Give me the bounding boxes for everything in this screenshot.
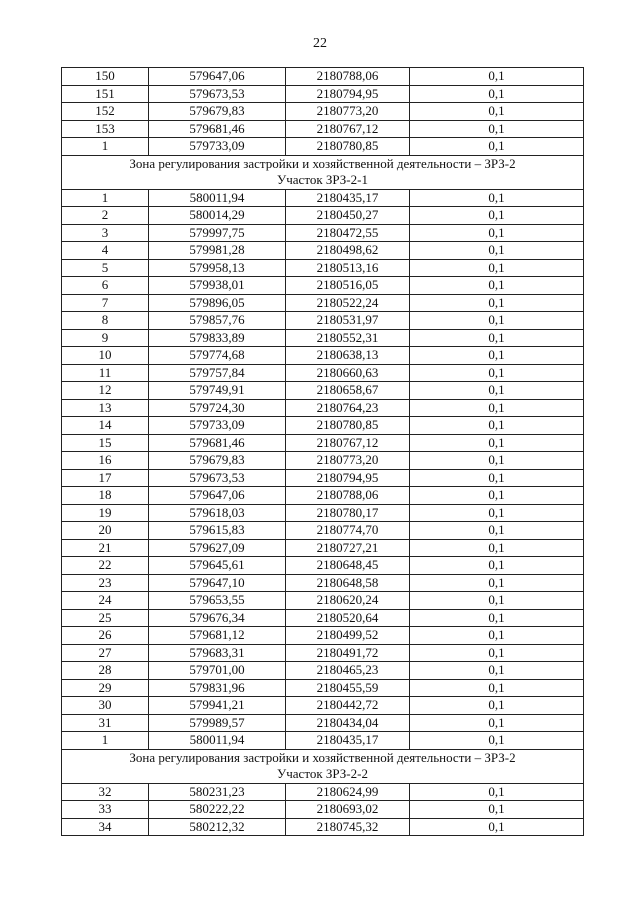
table-row xyxy=(62,347,584,365)
point-number-cell: 16 xyxy=(62,452,149,470)
y-coordinate-cell: 2180794,95 xyxy=(286,469,410,487)
x-coordinate-cell: 580231,23 xyxy=(149,783,286,801)
table-row xyxy=(62,714,584,732)
accuracy-cell: 0,1 xyxy=(410,103,584,121)
x-coordinate-cell: 579857,76 xyxy=(149,312,286,330)
table-row xyxy=(62,399,584,417)
point-number-cell: 1 xyxy=(62,732,149,750)
coordinates-table-body xyxy=(62,68,584,836)
accuracy-cell: 0,1 xyxy=(410,207,584,225)
point-number-cell: 4 xyxy=(62,242,149,260)
y-coordinate-cell: 2180780,85 xyxy=(286,138,410,156)
y-coordinate-cell: 2180552,31 xyxy=(286,329,410,347)
x-coordinate-cell: 579615,83 xyxy=(149,522,286,540)
y-coordinate-cell: 2180658,67 xyxy=(286,382,410,400)
point-number-cell: 23 xyxy=(62,574,149,592)
x-coordinate-cell: 579701,00 xyxy=(149,662,286,680)
accuracy-cell: 0,1 xyxy=(410,294,584,312)
plot-title-row xyxy=(62,172,584,189)
y-coordinate-cell: 2180435,17 xyxy=(286,732,410,750)
point-number-cell: 29 xyxy=(62,679,149,697)
table-row xyxy=(62,189,584,207)
x-coordinate-cell: 579681,12 xyxy=(149,627,286,645)
x-coordinate-cell: 579681,46 xyxy=(149,120,286,138)
table-row xyxy=(62,364,584,382)
accuracy-cell: 0,1 xyxy=(410,627,584,645)
y-coordinate-cell: 2180780,85 xyxy=(286,417,410,435)
point-number-cell: 11 xyxy=(62,364,149,382)
accuracy-cell: 0,1 xyxy=(410,277,584,295)
x-coordinate-cell: 579774,68 xyxy=(149,347,286,365)
table-row xyxy=(62,434,584,452)
accuracy-cell: 0,1 xyxy=(410,697,584,715)
x-coordinate-cell: 580222,22 xyxy=(149,801,286,819)
accuracy-cell: 0,1 xyxy=(410,259,584,277)
y-coordinate-cell: 2180774,70 xyxy=(286,522,410,540)
x-coordinate-cell: 579831,96 xyxy=(149,679,286,697)
x-coordinate-cell: 579627,09 xyxy=(149,539,286,557)
accuracy-cell: 0,1 xyxy=(410,329,584,347)
x-coordinate-cell: 579683,31 xyxy=(149,644,286,662)
accuracy-cell: 0,1 xyxy=(410,609,584,627)
accuracy-cell: 0,1 xyxy=(410,68,584,86)
point-number-cell: 13 xyxy=(62,399,149,417)
y-coordinate-cell: 2180531,97 xyxy=(286,312,410,330)
plot-title: Участок ЗРЗ-2-2 xyxy=(62,766,584,783)
accuracy-cell: 0,1 xyxy=(410,539,584,557)
accuracy-cell: 0,1 xyxy=(410,818,584,836)
x-coordinate-cell: 580011,94 xyxy=(149,732,286,750)
table-row xyxy=(62,487,584,505)
point-number-cell: 2 xyxy=(62,207,149,225)
table-row xyxy=(62,783,584,801)
x-coordinate-cell: 579833,89 xyxy=(149,329,286,347)
x-coordinate-cell: 579679,83 xyxy=(149,103,286,121)
x-coordinate-cell: 579653,55 xyxy=(149,592,286,610)
y-coordinate-cell: 2180773,20 xyxy=(286,103,410,121)
y-coordinate-cell: 2180638,13 xyxy=(286,347,410,365)
zone-title-row xyxy=(62,749,584,766)
y-coordinate-cell: 2180745,32 xyxy=(286,818,410,836)
accuracy-cell: 0,1 xyxy=(410,557,584,575)
point-number-cell: 15 xyxy=(62,434,149,452)
point-number-cell: 1 xyxy=(62,189,149,207)
x-coordinate-cell: 579938,01 xyxy=(149,277,286,295)
point-number-cell: 19 xyxy=(62,504,149,522)
accuracy-cell: 0,1 xyxy=(410,138,584,156)
point-number-cell: 22 xyxy=(62,557,149,575)
accuracy-cell: 0,1 xyxy=(410,469,584,487)
point-number-cell: 33 xyxy=(62,801,149,819)
y-coordinate-cell: 2180465,23 xyxy=(286,662,410,680)
coordinates-table xyxy=(61,67,584,836)
x-coordinate-cell: 579645,61 xyxy=(149,557,286,575)
y-coordinate-cell: 2180522,24 xyxy=(286,294,410,312)
y-coordinate-cell: 2180516,05 xyxy=(286,277,410,295)
accuracy-cell: 0,1 xyxy=(410,592,584,610)
point-number-cell: 32 xyxy=(62,783,149,801)
accuracy-cell: 0,1 xyxy=(410,312,584,330)
y-coordinate-cell: 2180472,55 xyxy=(286,224,410,242)
table-row xyxy=(62,557,584,575)
accuracy-cell: 0,1 xyxy=(410,434,584,452)
point-number-cell: 6 xyxy=(62,277,149,295)
x-coordinate-cell: 579896,05 xyxy=(149,294,286,312)
table-row xyxy=(62,382,584,400)
table-row xyxy=(62,504,584,522)
zone-title: Зона регулирования застройки и хозяйственной деятельности – ЗРЗ-2 xyxy=(62,155,584,172)
point-number-cell: 1 xyxy=(62,138,149,156)
accuracy-cell: 0,1 xyxy=(410,85,584,103)
table-row xyxy=(62,452,584,470)
y-coordinate-cell: 2180499,52 xyxy=(286,627,410,645)
accuracy-cell: 0,1 xyxy=(410,120,584,138)
point-number-cell: 31 xyxy=(62,714,149,732)
page-number: 22 xyxy=(313,36,327,51)
table-row xyxy=(62,801,584,819)
accuracy-cell: 0,1 xyxy=(410,574,584,592)
table-row xyxy=(62,138,584,156)
point-number-cell: 150 xyxy=(62,68,149,86)
table-row xyxy=(62,103,584,121)
point-number-cell: 20 xyxy=(62,522,149,540)
point-number-cell: 30 xyxy=(62,697,149,715)
x-coordinate-cell: 579958,13 xyxy=(149,259,286,277)
y-coordinate-cell: 2180660,63 xyxy=(286,364,410,382)
y-coordinate-cell: 2180491,72 xyxy=(286,644,410,662)
table-row xyxy=(62,329,584,347)
table-row xyxy=(62,732,584,750)
x-coordinate-cell: 579749,91 xyxy=(149,382,286,400)
table-row xyxy=(62,627,584,645)
y-coordinate-cell: 2180450,27 xyxy=(286,207,410,225)
y-coordinate-cell: 2180435,17 xyxy=(286,189,410,207)
x-coordinate-cell: 580011,94 xyxy=(149,189,286,207)
x-coordinate-cell: 579757,84 xyxy=(149,364,286,382)
y-coordinate-cell: 2180788,06 xyxy=(286,487,410,505)
x-coordinate-cell: 579618,03 xyxy=(149,504,286,522)
table-row xyxy=(62,679,584,697)
y-coordinate-cell: 2180624,99 xyxy=(286,783,410,801)
accuracy-cell: 0,1 xyxy=(410,732,584,750)
y-coordinate-cell: 2180520,64 xyxy=(286,609,410,627)
x-coordinate-cell: 580212,32 xyxy=(149,818,286,836)
point-number-cell: 151 xyxy=(62,85,149,103)
point-number-cell: 7 xyxy=(62,294,149,312)
point-number-cell: 25 xyxy=(62,609,149,627)
x-coordinate-cell: 579733,09 xyxy=(149,138,286,156)
accuracy-cell: 0,1 xyxy=(410,364,584,382)
point-number-cell: 24 xyxy=(62,592,149,610)
table-row xyxy=(62,592,584,610)
table-row xyxy=(62,68,584,86)
x-coordinate-cell: 580014,29 xyxy=(149,207,286,225)
accuracy-cell: 0,1 xyxy=(410,644,584,662)
point-number-cell: 27 xyxy=(62,644,149,662)
x-coordinate-cell: 579673,53 xyxy=(149,85,286,103)
accuracy-cell: 0,1 xyxy=(410,801,584,819)
point-number-cell: 153 xyxy=(62,120,149,138)
table-row xyxy=(62,294,584,312)
point-number-cell: 34 xyxy=(62,818,149,836)
accuracy-cell: 0,1 xyxy=(410,522,584,540)
x-coordinate-cell: 579733,09 xyxy=(149,417,286,435)
table-row xyxy=(62,522,584,540)
y-coordinate-cell: 2180794,95 xyxy=(286,85,410,103)
x-coordinate-cell: 579997,75 xyxy=(149,224,286,242)
table-row xyxy=(62,242,584,260)
y-coordinate-cell: 2180513,16 xyxy=(286,259,410,277)
y-coordinate-cell: 2180434,04 xyxy=(286,714,410,732)
accuracy-cell: 0,1 xyxy=(410,382,584,400)
x-coordinate-cell: 579647,06 xyxy=(149,68,286,86)
point-number-cell: 17 xyxy=(62,469,149,487)
accuracy-cell: 0,1 xyxy=(410,452,584,470)
table-row xyxy=(62,224,584,242)
point-number-cell: 152 xyxy=(62,103,149,121)
table-row xyxy=(62,697,584,715)
accuracy-cell: 0,1 xyxy=(410,417,584,435)
table-row xyxy=(62,85,584,103)
x-coordinate-cell: 579681,46 xyxy=(149,434,286,452)
y-coordinate-cell: 2180442,72 xyxy=(286,697,410,715)
table-row xyxy=(62,469,584,487)
point-number-cell: 10 xyxy=(62,347,149,365)
point-number-cell: 26 xyxy=(62,627,149,645)
y-coordinate-cell: 2180788,06 xyxy=(286,68,410,86)
x-coordinate-cell: 579981,28 xyxy=(149,242,286,260)
x-coordinate-cell: 579647,06 xyxy=(149,487,286,505)
table-row xyxy=(62,539,584,557)
table-row xyxy=(62,259,584,277)
y-coordinate-cell: 2180727,21 xyxy=(286,539,410,557)
table-row xyxy=(62,574,584,592)
table-row xyxy=(62,609,584,627)
accuracy-cell: 0,1 xyxy=(410,487,584,505)
y-coordinate-cell: 2180648,58 xyxy=(286,574,410,592)
y-coordinate-cell: 2180648,45 xyxy=(286,557,410,575)
point-number-cell: 8 xyxy=(62,312,149,330)
y-coordinate-cell: 2180767,12 xyxy=(286,120,410,138)
accuracy-cell: 0,1 xyxy=(410,662,584,680)
x-coordinate-cell: 579724,30 xyxy=(149,399,286,417)
accuracy-cell: 0,1 xyxy=(410,399,584,417)
table-row xyxy=(62,277,584,295)
point-number-cell: 12 xyxy=(62,382,149,400)
point-number-cell: 28 xyxy=(62,662,149,680)
accuracy-cell: 0,1 xyxy=(410,783,584,801)
x-coordinate-cell: 579679,83 xyxy=(149,452,286,470)
y-coordinate-cell: 2180780,17 xyxy=(286,504,410,522)
table-row xyxy=(62,120,584,138)
accuracy-cell: 0,1 xyxy=(410,504,584,522)
point-number-cell: 9 xyxy=(62,329,149,347)
point-number-cell: 3 xyxy=(62,224,149,242)
accuracy-cell: 0,1 xyxy=(410,347,584,365)
y-coordinate-cell: 2180773,20 xyxy=(286,452,410,470)
table-row xyxy=(62,312,584,330)
point-number-cell: 21 xyxy=(62,539,149,557)
plot-title: Участок ЗРЗ-2-1 xyxy=(62,172,584,189)
table-row xyxy=(62,207,584,225)
table-row xyxy=(62,417,584,435)
point-number-cell: 18 xyxy=(62,487,149,505)
table-row xyxy=(62,644,584,662)
y-coordinate-cell: 2180764,23 xyxy=(286,399,410,417)
zone-title: Зона регулирования застройки и хозяйственной деятельности – ЗРЗ-2 xyxy=(62,749,584,766)
table-row xyxy=(62,662,584,680)
y-coordinate-cell: 2180767,12 xyxy=(286,434,410,452)
table-row xyxy=(62,818,584,836)
x-coordinate-cell: 579647,10 xyxy=(149,574,286,592)
accuracy-cell: 0,1 xyxy=(410,189,584,207)
plot-title-row xyxy=(62,766,584,783)
y-coordinate-cell: 2180693,02 xyxy=(286,801,410,819)
accuracy-cell: 0,1 xyxy=(410,679,584,697)
zone-title-row xyxy=(62,155,584,172)
x-coordinate-cell: 579989,57 xyxy=(149,714,286,732)
y-coordinate-cell: 2180498,62 xyxy=(286,242,410,260)
accuracy-cell: 0,1 xyxy=(410,224,584,242)
y-coordinate-cell: 2180620,24 xyxy=(286,592,410,610)
accuracy-cell: 0,1 xyxy=(410,242,584,260)
point-number-cell: 14 xyxy=(62,417,149,435)
point-number-cell: 5 xyxy=(62,259,149,277)
x-coordinate-cell: 579673,53 xyxy=(149,469,286,487)
y-coordinate-cell: 2180455,59 xyxy=(286,679,410,697)
x-coordinate-cell: 579676,34 xyxy=(149,609,286,627)
accuracy-cell: 0,1 xyxy=(410,714,584,732)
x-coordinate-cell: 579941,21 xyxy=(149,697,286,715)
